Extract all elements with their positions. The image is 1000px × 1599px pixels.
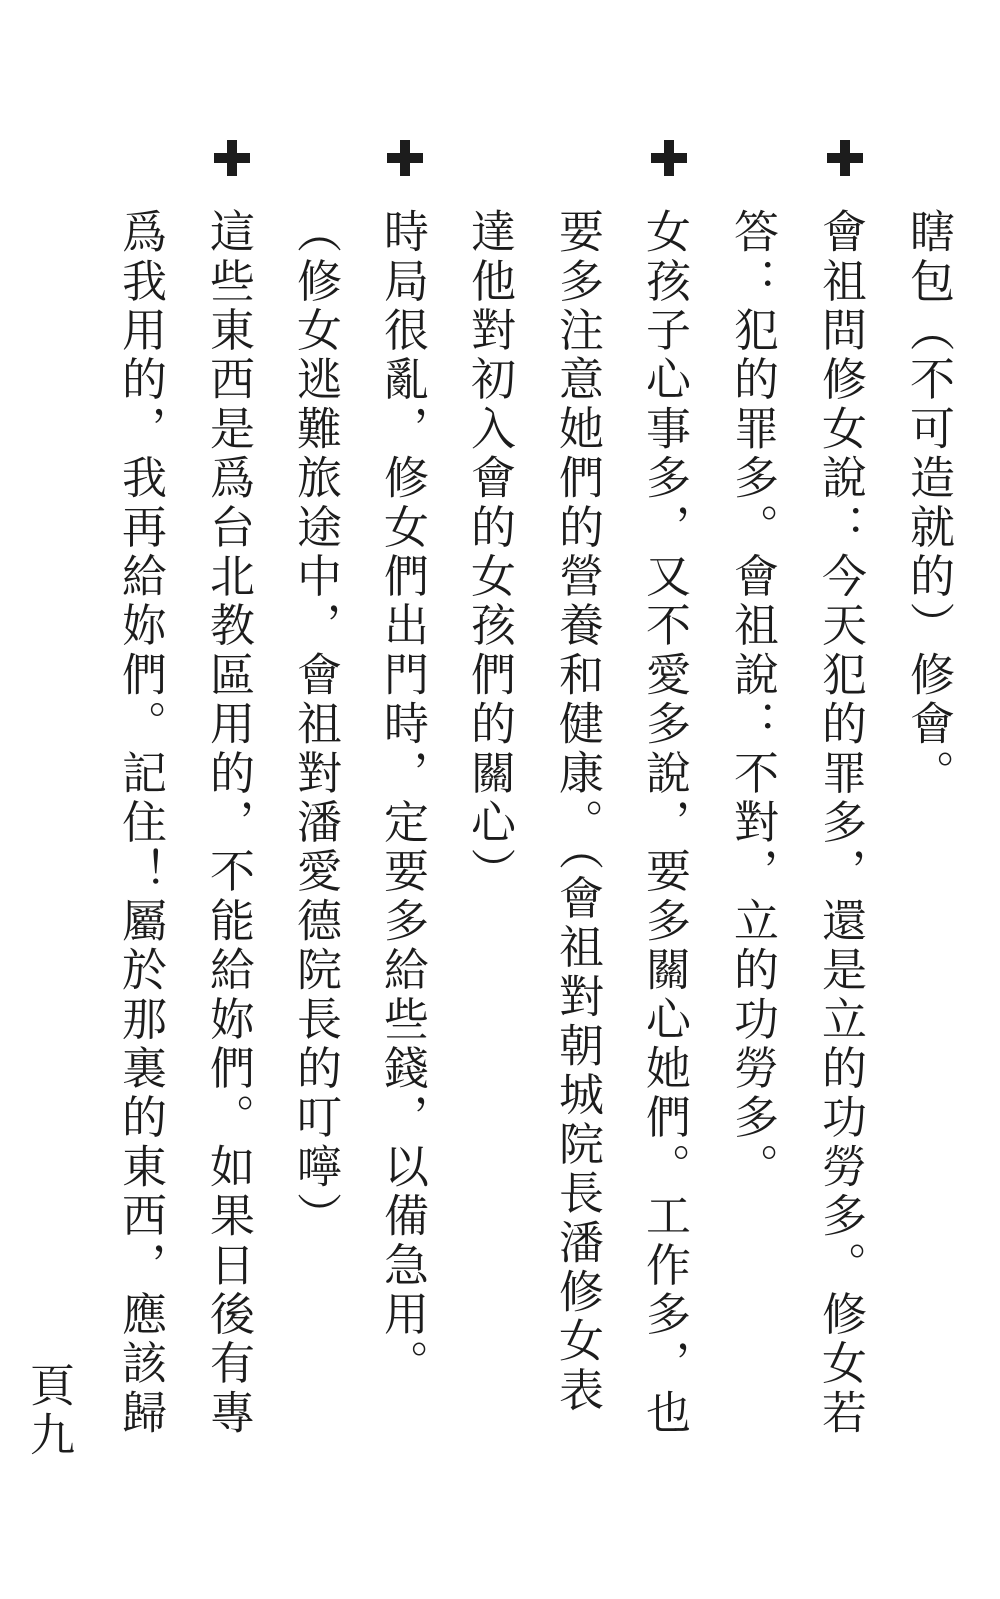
text-column-6: 達他對初入會的女孩們的關心） bbox=[463, 208, 516, 897]
cross-icon bbox=[827, 140, 863, 176]
text-column-1: 瞎包（不可造就的）修會。 bbox=[902, 208, 955, 799]
cross-icon bbox=[214, 140, 250, 176]
text-column-10: 爲我用的，我再給妳們。記住！屬於那裏的東西，應該歸 bbox=[114, 208, 167, 1438]
text-column-7: 時局很亂，修女們出門時，定要多給些錢，以備急用。 bbox=[376, 208, 429, 1389]
text-column-4: 女孩子心事多，又不愛多說，要多關心她們。工作多，也 bbox=[638, 208, 691, 1438]
text-column-9: 這些東西是爲台北教區用的，不能給妳們。如果日後有專 bbox=[202, 208, 255, 1438]
text-column-8: （修女逃難旅途中，會祖對潘愛德院長的叮嚀） bbox=[289, 208, 342, 1242]
cross-icon bbox=[651, 140, 687, 176]
cross-icon bbox=[387, 140, 423, 176]
text-column-5: 要多注意她們的營養和健康。（會祖對朝城院長潘修女表 bbox=[551, 208, 604, 1416]
text-column-2: 會祖問修女說：今天犯的罪多，還是立的功勞多。修女若 bbox=[814, 208, 867, 1438]
page-number: 頁九 bbox=[22, 1362, 75, 1460]
text-column-3: 答：犯的罪多。會祖說：不對，立的功勞多。 bbox=[726, 208, 779, 1192]
